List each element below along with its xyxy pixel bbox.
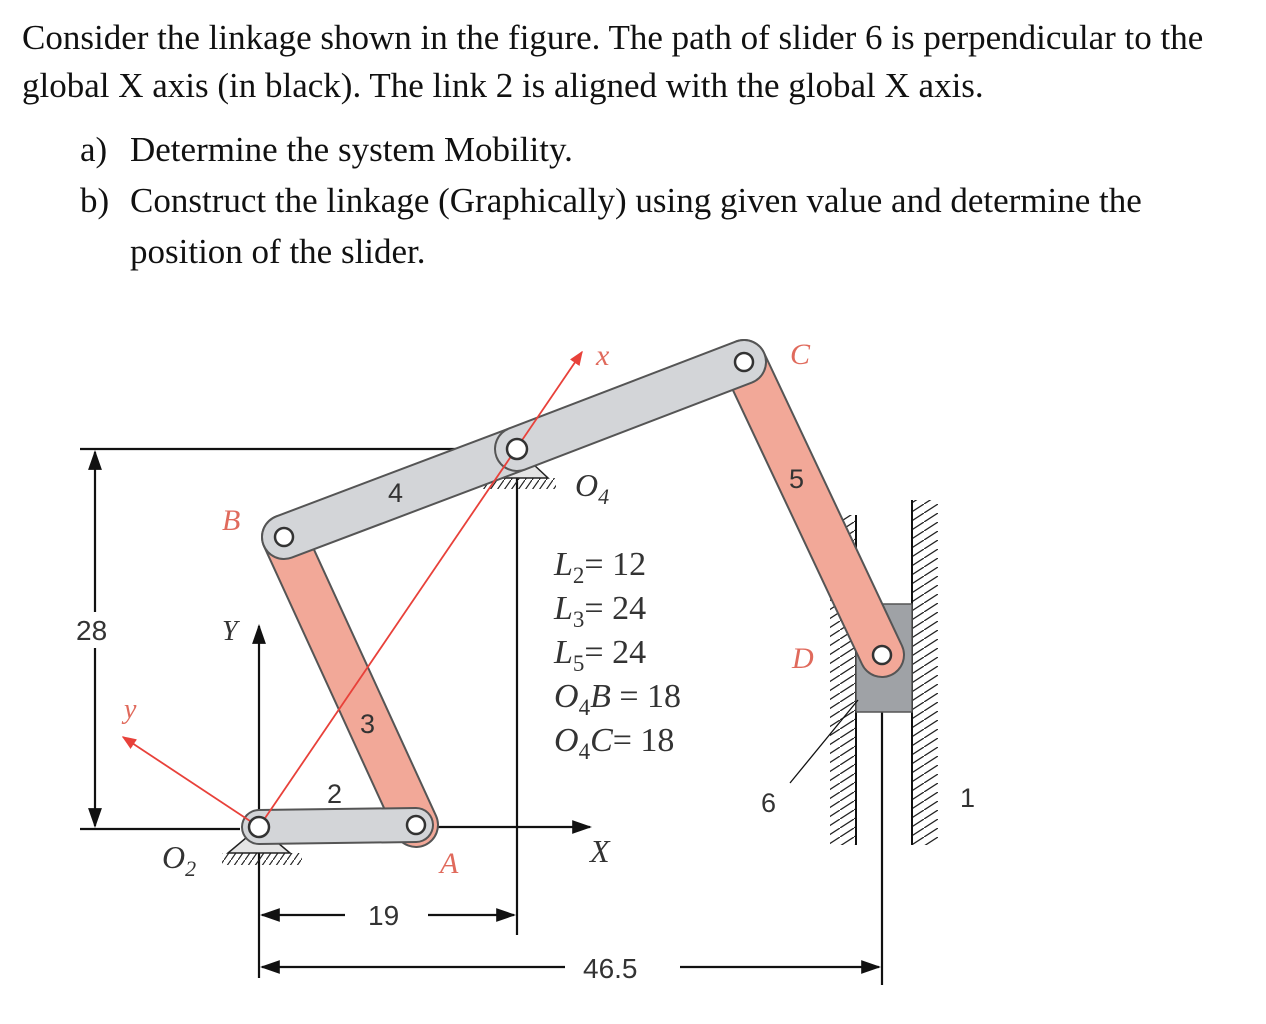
given-L5-val: = 24 xyxy=(584,634,647,671)
label-local-y: y xyxy=(124,694,137,725)
link-3-fill xyxy=(284,537,416,825)
dim-value-46: 46.5 xyxy=(583,953,638,984)
label-O2-letter: O xyxy=(162,839,186,875)
label-C: C xyxy=(790,338,811,371)
label-link-4: 4 xyxy=(388,478,404,508)
given-L2-sym: L xyxy=(554,546,573,583)
part-b-text: Construct the linkage (Graphically) using given value and determine the position of the slider. xyxy=(130,181,1142,271)
label-B: B xyxy=(222,504,241,537)
given-L3-val: = 24 xyxy=(584,590,647,627)
given-O4B-sym2: B xyxy=(590,678,611,715)
link-5-fill xyxy=(744,362,882,655)
given-O4C-sym: O xyxy=(554,722,579,759)
part-a-text: Determine the system Mobility. xyxy=(130,130,573,169)
label-link-2: 2 xyxy=(327,779,343,809)
given-O4B xyxy=(554,678,681,720)
given-O4C-sym2: C xyxy=(590,722,613,759)
link-4-fill-b xyxy=(517,362,744,449)
local-axes xyxy=(123,352,582,827)
label-global-X: X xyxy=(590,833,610,869)
label-O2 xyxy=(162,839,196,881)
label-A: A xyxy=(440,847,459,880)
pin-O4 xyxy=(507,439,527,459)
label-O2-sub: 2 xyxy=(185,856,197,881)
pin-B xyxy=(275,528,293,546)
label-link-5: 5 xyxy=(789,464,805,494)
given-values xyxy=(553,546,681,764)
dim-value-height: 28 xyxy=(76,615,108,646)
pin-D xyxy=(873,646,891,664)
given-L5 xyxy=(553,634,646,676)
part-b-label: b) xyxy=(80,181,110,220)
given-O4B-sub: 4 xyxy=(578,695,591,720)
label-O4-sub: 4 xyxy=(598,484,610,509)
local-y-axis xyxy=(123,737,259,827)
pin-O2 xyxy=(249,817,269,837)
label-link-3: 3 xyxy=(360,709,376,739)
given-L3 xyxy=(553,590,646,632)
given-L5-sub: 5 xyxy=(572,651,585,676)
given-O4B-sym: O xyxy=(554,678,579,715)
problem-intro: Consider the linkage shown in the figure. The path of slider 6 is perpendicular to the global X axis (in black). The link 2 is aligned with the global X axis. xyxy=(22,18,1204,105)
given-L2-val: = 12 xyxy=(584,546,647,583)
label-global-Y: Y xyxy=(222,616,238,647)
given-O4C-val: = 18 xyxy=(612,722,675,759)
label-D: D xyxy=(792,642,814,675)
pin-C xyxy=(735,353,753,371)
dim-value-19: 19 xyxy=(368,900,400,931)
link-2-fill xyxy=(259,825,416,827)
label-O4 xyxy=(575,467,609,509)
given-O4C xyxy=(554,722,674,764)
guide-hatch-right xyxy=(912,500,938,845)
given-L2 xyxy=(553,546,646,588)
pin-A xyxy=(407,816,425,834)
label-O4-letter: O xyxy=(575,467,599,503)
given-L2-sub: 2 xyxy=(572,563,585,588)
O2-ground-hatch xyxy=(222,853,302,865)
given-O4B-val: = 18 xyxy=(610,678,682,715)
label-link-1: 1 xyxy=(960,783,976,813)
dimension-lines xyxy=(80,449,882,985)
part-a-label: a) xyxy=(80,130,108,169)
label-link-6: 6 xyxy=(761,788,777,818)
given-L5-sym: L xyxy=(554,634,573,671)
given-O4C-sub: 4 xyxy=(578,739,591,764)
given-L3-sub: 3 xyxy=(572,607,585,632)
label-local-x: x xyxy=(596,339,610,372)
given-L3-sym: L xyxy=(554,590,573,627)
